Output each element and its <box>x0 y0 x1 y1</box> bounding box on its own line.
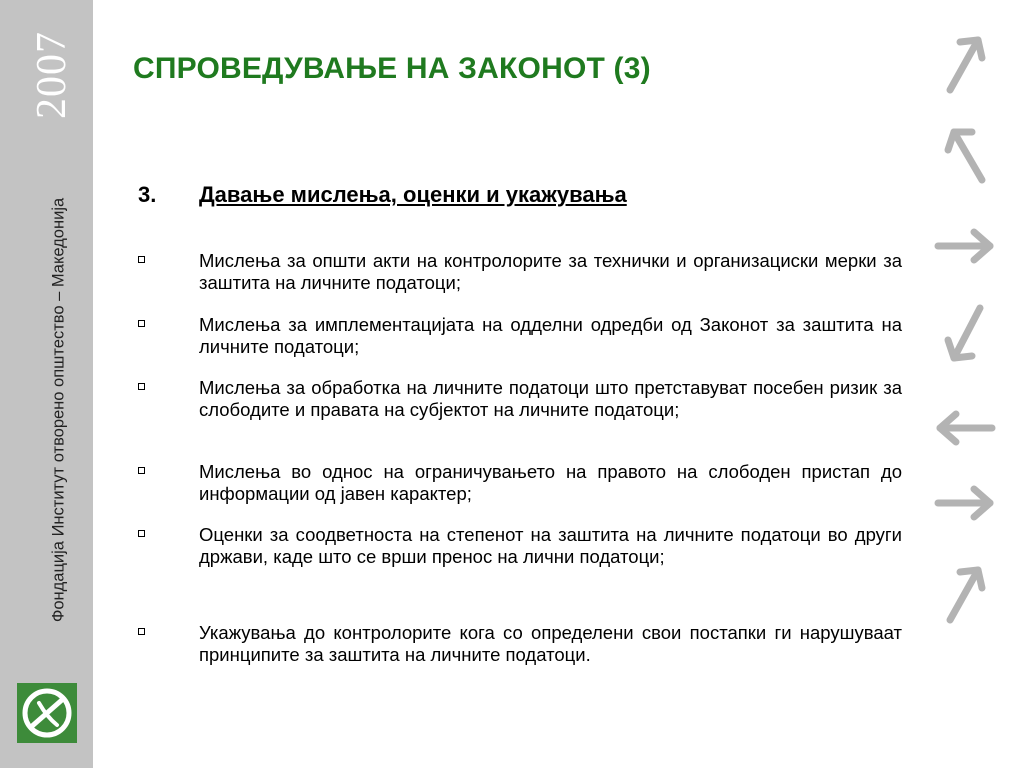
sidebar <box>0 0 93 768</box>
arrow-left-icon <box>940 414 992 442</box>
arrow-right-icon <box>938 232 990 260</box>
list-item-text: Мислења за имплементацијата на одделни одредби од Законот за заштита на личните податоци; <box>199 314 902 357</box>
section-number: 3. <box>138 182 157 207</box>
square-bullet-icon <box>138 530 145 537</box>
foundation-logo-icon <box>17 683 77 743</box>
section-heading-text: Давање мислења, оценки и укажувања <box>199 182 627 207</box>
arrow-up-left-icon <box>948 132 982 180</box>
square-bullet-icon <box>138 628 145 635</box>
list-item-text: Мислења за општи акти на контролорите за технички и организациски мерки за заштита на личните податоци; <box>199 250 902 293</box>
square-bullet-icon <box>138 256 145 263</box>
year-label-box <box>28 15 76 135</box>
list-item-text: Мислења во однос на ограничувањето на правото на слободен пристап до информации од јавен карактер; <box>199 461 902 504</box>
arrow-up-right-icon <box>950 570 982 620</box>
organization-label-box <box>44 150 74 670</box>
organization-label: Фондација Институт отворено општество – Македонија <box>49 197 68 623</box>
slide-title: СПРОВЕДУВАЊЕ НА ЗАКОНОТ (3) <box>133 52 651 85</box>
list-item-text: Укажувања до контролорите кога со определени свои постапки ги нарушуваат принципите за заштита на личните податоци. <box>199 622 902 665</box>
square-bullet-icon <box>138 383 145 390</box>
list-item-text: Мислења за обработка на личните податоци што претставуват посебен ризик за слободите и правата на субјектот на личните податоци; <box>199 377 902 420</box>
arrow-down-left-icon <box>948 308 980 358</box>
arrow-right-icon <box>938 489 990 517</box>
arrow-up-right-icon <box>950 40 982 90</box>
list-item-text: Оценки за соодветноста на степенот на заштита на личните податоци во други држави, каде што се врши пренос на лични податоци; <box>199 524 902 567</box>
square-bullet-icon <box>138 467 145 474</box>
year-label: 2007 <box>29 31 75 119</box>
decorative-arrows <box>930 28 1000 628</box>
square-bullet-icon <box>138 320 145 327</box>
